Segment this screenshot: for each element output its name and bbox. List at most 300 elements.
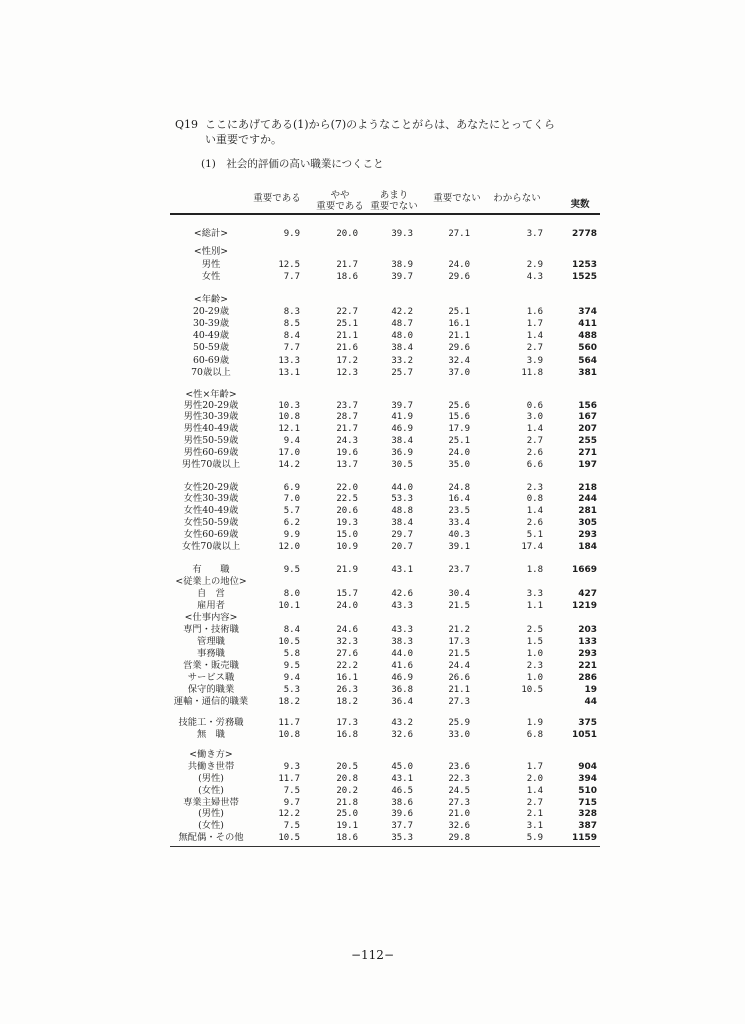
percent-cell: 43.2 <box>391 718 413 728</box>
row-label: 40-49歳 <box>192 330 230 341</box>
count-cell: 156 <box>578 401 597 411</box>
count-cell: 286 <box>578 673 597 683</box>
percent-cell: 39.7 <box>391 401 413 411</box>
percent-cell: 2.1 <box>526 809 543 819</box>
table-row <box>0 696 745 708</box>
count-cell: 221 <box>578 661 597 671</box>
table-row <box>0 493 745 505</box>
table-row <box>0 717 745 729</box>
row-label: 有 職 <box>192 564 230 575</box>
row-label: <従業上の地位> <box>175 576 247 587</box>
percent-cell: 38.4 <box>391 436 413 446</box>
percent-cell: 20.2 <box>336 786 358 796</box>
percent-cell: 46.9 <box>391 673 413 683</box>
percent-cell: 8.4 <box>283 625 300 635</box>
percent-cell: 3.7 <box>526 229 543 239</box>
percent-cell: 42.6 <box>391 589 413 599</box>
row-label: 男性 <box>201 259 221 270</box>
count-cell: 133 <box>578 637 597 647</box>
percent-cell: 43.3 <box>391 625 413 635</box>
row-label: 女性30-39歳 <box>183 493 239 504</box>
table-row <box>0 624 745 636</box>
percent-cell: 9.9 <box>283 530 300 540</box>
table-row <box>0 423 745 435</box>
row-label: (女性) <box>198 820 224 831</box>
table-row <box>0 564 745 576</box>
percent-cell: 38.4 <box>391 518 413 528</box>
row-label: 20-29歳 <box>192 306 230 317</box>
percent-cell: 43.3 <box>391 601 413 611</box>
table-row <box>0 447 745 459</box>
percent-cell: 10.1 <box>278 601 300 611</box>
count-cell: 1051 <box>571 730 597 740</box>
header-important: 重要である <box>253 193 301 204</box>
table-row <box>0 773 745 785</box>
count-cell: 488 <box>578 331 597 341</box>
question-text: ここにあげてある(1)から(7)のようなことがらは、あなたにとってくらい重要ですか。 <box>205 118 555 146</box>
table-row <box>0 259 745 271</box>
percent-cell: 7.5 <box>283 786 300 796</box>
row-label: 自 営 <box>197 588 225 599</box>
percent-cell: 4.3 <box>526 272 543 282</box>
percent-cell: 20.7 <box>391 542 413 552</box>
count-cell: 328 <box>578 809 597 819</box>
percent-cell: 30.5 <box>391 460 413 470</box>
table-row <box>0 808 745 820</box>
count-cell: 1219 <box>571 601 597 611</box>
percent-cell: 8.5 <box>283 319 300 329</box>
count-cell: 564 <box>578 356 597 366</box>
percent-cell: 21.2 <box>448 625 470 635</box>
percent-cell: 3.3 <box>526 589 543 599</box>
row-label: <性×年齢> <box>185 389 237 400</box>
percent-cell: 1.0 <box>526 673 543 683</box>
table-top-rule <box>170 213 600 215</box>
row-label: <総計> <box>193 228 229 239</box>
percent-cell: 2.0 <box>526 774 543 784</box>
percent-cell: 13.1 <box>278 368 300 378</box>
percent-cell: 48.8 <box>391 506 413 516</box>
row-label: 共働き世帯 <box>187 761 235 772</box>
row-label: 専業主婦世帯 <box>183 797 239 808</box>
percent-cell: 21.7 <box>336 260 358 270</box>
percent-cell: 41.6 <box>391 661 413 671</box>
row-label: 保守的職業 <box>187 684 235 695</box>
percent-cell: 46.9 <box>391 424 413 434</box>
percent-cell: 24.4 <box>448 661 470 671</box>
percent-cell: 1.1 <box>526 601 543 611</box>
count-cell: 2778 <box>571 229 597 239</box>
count-cell: 1525 <box>571 272 597 282</box>
percent-cell: 25.1 <box>448 307 470 317</box>
table-row <box>0 612 745 624</box>
table-row <box>0 785 745 797</box>
percent-cell: 17.4 <box>521 542 543 552</box>
row-label: 男性60-69歳 <box>183 447 239 458</box>
percent-cell: 10.9 <box>336 542 358 552</box>
percent-cell: 38.6 <box>391 798 413 808</box>
percent-cell: 29.7 <box>391 530 413 540</box>
percent-cell: 25.1 <box>448 436 470 446</box>
table-row <box>0 246 745 258</box>
percent-cell: 33.4 <box>448 518 470 528</box>
percent-cell: 21.0 <box>448 809 470 819</box>
percent-cell: 1.4 <box>526 331 543 341</box>
percent-cell: 25.0 <box>336 809 358 819</box>
percent-cell: 46.5 <box>391 786 413 796</box>
row-label: (男性) <box>198 773 224 784</box>
percent-cell: 7.7 <box>283 272 300 282</box>
percent-cell: 12.0 <box>278 542 300 552</box>
percent-cell: 1.9 <box>526 718 543 728</box>
table-row <box>0 749 745 761</box>
percent-cell: 17.0 <box>278 448 300 458</box>
percent-cell: 1.5 <box>526 637 543 647</box>
percent-cell: 16.8 <box>336 730 358 740</box>
percent-cell: 21.1 <box>448 331 470 341</box>
row-label: 運輸・通信的職業 <box>173 696 249 707</box>
percent-cell: 3.0 <box>526 412 543 422</box>
percent-cell: 20.0 <box>336 229 358 239</box>
row-label: 女性 <box>201 271 221 282</box>
percent-cell: 16.1 <box>448 319 470 329</box>
percent-cell: 7.0 <box>283 494 300 504</box>
count-cell: 218 <box>578 483 597 493</box>
percent-cell: 21.9 <box>336 565 358 575</box>
count-cell: 394 <box>578 774 597 784</box>
percent-cell: 17.9 <box>448 424 470 434</box>
row-label: 管理職 <box>197 636 225 647</box>
count-cell: 1669 <box>571 565 597 575</box>
question-number: Q19 <box>175 118 199 131</box>
percent-cell: 6.8 <box>526 730 543 740</box>
percent-cell: 6.6 <box>526 460 543 470</box>
percent-cell: 9.9 <box>283 229 300 239</box>
percent-cell: 22.3 <box>448 774 470 784</box>
count-cell: 375 <box>578 718 597 728</box>
table-row <box>0 636 745 648</box>
percent-cell: 15.0 <box>336 530 358 540</box>
percent-cell: 22.5 <box>336 494 358 504</box>
percent-cell: 36.4 <box>391 697 413 707</box>
count-cell: 904 <box>578 762 597 772</box>
percent-cell: 36.9 <box>391 448 413 458</box>
percent-cell: 7.5 <box>283 821 300 831</box>
percent-cell: 10.3 <box>278 401 300 411</box>
percent-cell: 23.7 <box>448 565 470 575</box>
percent-cell: 24.0 <box>448 260 470 270</box>
table-row <box>0 660 745 672</box>
percent-cell: 40.3 <box>448 530 470 540</box>
percent-cell: 2.7 <box>526 436 543 446</box>
percent-cell: 9.3 <box>283 762 300 772</box>
percent-cell: 18.2 <box>278 697 300 707</box>
header-count: 実数 <box>570 199 590 210</box>
table-row <box>0 330 745 342</box>
row-label: <仕事内容> <box>184 612 238 623</box>
count-cell: 1159 <box>571 833 597 843</box>
table-row <box>0 761 745 773</box>
table-row <box>0 306 745 318</box>
percent-cell: 44.0 <box>391 483 413 493</box>
count-cell: 381 <box>578 368 597 378</box>
percent-cell: 6.2 <box>283 518 300 528</box>
percent-cell: 39.3 <box>391 229 413 239</box>
row-label: (男性) <box>198 808 224 819</box>
row-label: 雇用者 <box>197 600 225 611</box>
percent-cell: 21.6 <box>336 343 358 353</box>
percent-cell: 43.1 <box>391 565 413 575</box>
row-label: 30-39歳 <box>192 318 230 329</box>
percent-cell: 42.2 <box>391 307 413 317</box>
table-row <box>0 576 745 588</box>
percent-cell: 21.8 <box>336 798 358 808</box>
table-row <box>0 355 745 367</box>
percent-cell: 45.0 <box>391 762 413 772</box>
count-cell: 305 <box>578 518 597 528</box>
count-cell: 184 <box>578 542 597 552</box>
table-row <box>0 318 745 330</box>
percent-cell: 0.8 <box>526 494 543 504</box>
table-row <box>0 600 745 612</box>
table-row <box>0 435 745 447</box>
percent-cell: 32.4 <box>448 356 470 366</box>
count-cell: 293 <box>578 649 597 659</box>
table-row <box>0 529 745 541</box>
count-cell: 411 <box>578 319 597 329</box>
percent-cell: 32.6 <box>448 821 470 831</box>
percent-cell: 17.2 <box>336 356 358 366</box>
count-cell: 19 <box>584 685 597 695</box>
sub-question: (1) 社会的評価の高い職業につくこと <box>201 158 384 170</box>
percent-cell: 12.5 <box>278 260 300 270</box>
percent-cell: 10.8 <box>278 412 300 422</box>
percent-cell: 21.5 <box>448 601 470 611</box>
table-bottom-rule <box>170 846 600 847</box>
percent-cell: 53.3 <box>391 494 413 504</box>
percent-cell: 37.7 <box>391 821 413 831</box>
percent-cell: 20.8 <box>336 774 358 784</box>
row-label: 女性70歳以上 <box>181 541 241 552</box>
percent-cell: 27.3 <box>448 697 470 707</box>
percent-cell: 24.6 <box>336 625 358 635</box>
percent-cell: 33.0 <box>448 730 470 740</box>
percent-cell: 8.4 <box>283 331 300 341</box>
percent-cell: 19.6 <box>336 448 358 458</box>
percent-cell: 24.5 <box>448 786 470 796</box>
row-label: 70歳以上 <box>191 367 231 378</box>
count-cell: 255 <box>578 436 597 446</box>
percent-cell: 14.2 <box>278 460 300 470</box>
percent-cell: 44.0 <box>391 649 413 659</box>
percent-cell: 5.7 <box>283 506 300 516</box>
row-label: <年齢> <box>193 294 229 305</box>
percent-cell: 27.3 <box>448 798 470 808</box>
percent-cell: 8.0 <box>283 589 300 599</box>
table-row <box>0 729 745 741</box>
percent-cell: 19.1 <box>336 821 358 831</box>
percent-cell: 24.3 <box>336 436 358 446</box>
percent-cell: 28.7 <box>336 412 358 422</box>
table-row <box>0 367 745 379</box>
row-label: 専門・技術職 <box>183 624 239 635</box>
count-cell: 510 <box>578 786 597 796</box>
count-cell: 167 <box>578 412 597 422</box>
row-label: 女性60-69歳 <box>183 529 239 540</box>
percent-cell: 8.3 <box>283 307 300 317</box>
header-not-important: 重要でない <box>433 193 481 204</box>
percent-cell: 11.7 <box>278 718 300 728</box>
percent-cell: 17.3 <box>336 718 358 728</box>
percent-cell: 11.8 <box>521 368 543 378</box>
percent-cell: 30.4 <box>448 589 470 599</box>
percent-cell: 26.3 <box>336 685 358 695</box>
table-row <box>0 411 745 423</box>
percent-cell: 1.4 <box>526 424 543 434</box>
percent-cell: 22.2 <box>336 661 358 671</box>
percent-cell: 38.4 <box>391 343 413 353</box>
percent-cell: 23.7 <box>336 401 358 411</box>
percent-cell: 9.5 <box>283 661 300 671</box>
percent-cell: 6.9 <box>283 483 300 493</box>
percent-cell: 3.1 <box>526 821 543 831</box>
percent-cell: 35.0 <box>448 460 470 470</box>
percent-cell: 23.6 <box>448 762 470 772</box>
percent-cell: 22.0 <box>336 483 358 493</box>
percent-cell: 29.8 <box>448 833 470 843</box>
count-cell: 293 <box>578 530 597 540</box>
row-label: 事務職 <box>197 648 225 659</box>
percent-cell: 1.6 <box>526 307 543 317</box>
table-row <box>0 517 745 529</box>
percent-cell: 37.0 <box>448 368 470 378</box>
percent-cell: 18.6 <box>336 833 358 843</box>
percent-cell: 21.1 <box>448 685 470 695</box>
percent-cell: 25.9 <box>448 718 470 728</box>
percent-cell: 15.7 <box>336 589 358 599</box>
percent-cell: 15.6 <box>448 412 470 422</box>
percent-cell: 48.7 <box>391 319 413 329</box>
percent-cell: 41.9 <box>391 412 413 422</box>
count-cell: 560 <box>578 343 597 353</box>
percent-cell: 2.3 <box>526 483 543 493</box>
percent-cell: 21.1 <box>336 331 358 341</box>
percent-cell: 13.3 <box>278 356 300 366</box>
row-label: <働き方> <box>189 749 233 760</box>
row-label: 60-69歳 <box>192 355 230 366</box>
percent-cell: 9.4 <box>283 436 300 446</box>
count-cell: 244 <box>578 494 597 504</box>
count-cell: 1253 <box>571 260 597 270</box>
percent-cell: 35.3 <box>391 833 413 843</box>
percent-cell: 27.1 <box>448 229 470 239</box>
row-label: 男性20-29歳 <box>183 400 239 411</box>
percent-cell: 2.6 <box>526 518 543 528</box>
percent-cell: 22.7 <box>336 307 358 317</box>
table-row <box>0 832 745 844</box>
table-row <box>0 672 745 684</box>
percent-cell: 9.5 <box>283 565 300 575</box>
percent-cell: 25.7 <box>391 368 413 378</box>
header-dont-know: わからない <box>493 193 541 204</box>
row-label: 女性20-29歳 <box>183 482 239 493</box>
percent-cell: 38.3 <box>391 637 413 647</box>
percent-cell: 5.8 <box>283 649 300 659</box>
percent-cell: 7.7 <box>283 343 300 353</box>
percent-cell: 11.7 <box>278 774 300 784</box>
percent-cell: 13.7 <box>336 460 358 470</box>
percent-cell: 18.6 <box>336 272 358 282</box>
percent-cell: 24.0 <box>448 448 470 458</box>
count-cell: 374 <box>578 307 597 317</box>
table-row <box>0 684 745 696</box>
row-label: 男性40-49歳 <box>183 423 239 434</box>
count-cell: 203 <box>578 625 597 635</box>
percent-cell: 32.3 <box>336 637 358 647</box>
table-row <box>0 342 745 354</box>
percent-cell: 18.2 <box>336 697 358 707</box>
percent-cell: 19.3 <box>336 518 358 528</box>
percent-cell: 0.6 <box>526 401 543 411</box>
header-somewhat-important: やや 重要である <box>316 190 364 212</box>
percent-cell: 39.6 <box>391 809 413 819</box>
percent-cell: 1.0 <box>526 649 543 659</box>
row-label: 男性30-39歳 <box>183 411 239 422</box>
row-label: 男性50-59歳 <box>183 435 239 446</box>
count-cell: 207 <box>578 424 597 434</box>
row-label: 男性70歳以上 <box>181 459 241 470</box>
header-not-very-important: あまり 重要でない <box>370 190 418 212</box>
percent-cell: 1.8 <box>526 565 543 575</box>
count-cell: 271 <box>578 448 597 458</box>
percent-cell: 43.1 <box>391 774 413 784</box>
percent-cell: 33.2 <box>391 356 413 366</box>
percent-cell: 12.2 <box>278 809 300 819</box>
row-label: 無配偶・その他 <box>178 832 244 843</box>
percent-cell: 27.6 <box>336 649 358 659</box>
table-row <box>0 271 745 283</box>
percent-cell: 29.6 <box>448 343 470 353</box>
percent-cell: 5.1 <box>526 530 543 540</box>
percent-cell: 48.0 <box>391 331 413 341</box>
percent-cell: 38.9 <box>391 260 413 270</box>
percent-cell: 12.1 <box>278 424 300 434</box>
percent-cell: 20.5 <box>336 762 358 772</box>
percent-cell: 21.5 <box>448 649 470 659</box>
percent-cell: 17.3 <box>448 637 470 647</box>
percent-cell: 29.6 <box>448 272 470 282</box>
table-row <box>0 588 745 600</box>
percent-cell: 24.0 <box>336 601 358 611</box>
percent-cell: 2.7 <box>526 798 543 808</box>
row-label: 技能工・労務職 <box>178 717 244 728</box>
percent-cell: 2.3 <box>526 661 543 671</box>
percent-cell: 1.7 <box>526 319 543 329</box>
percent-cell: 12.3 <box>336 368 358 378</box>
count-cell: 387 <box>578 821 597 831</box>
percent-cell: 16.1 <box>336 673 358 683</box>
row-label: 無 職 <box>197 729 225 740</box>
count-cell: 44 <box>584 697 597 707</box>
count-cell: 427 <box>578 589 597 599</box>
table-row <box>0 459 745 471</box>
percent-cell: 24.8 <box>448 483 470 493</box>
percent-cell: 36.8 <box>391 685 413 695</box>
percent-cell: 21.7 <box>336 424 358 434</box>
table-row <box>0 294 745 306</box>
count-cell: 197 <box>578 460 597 470</box>
percent-cell: 39.1 <box>448 542 470 552</box>
